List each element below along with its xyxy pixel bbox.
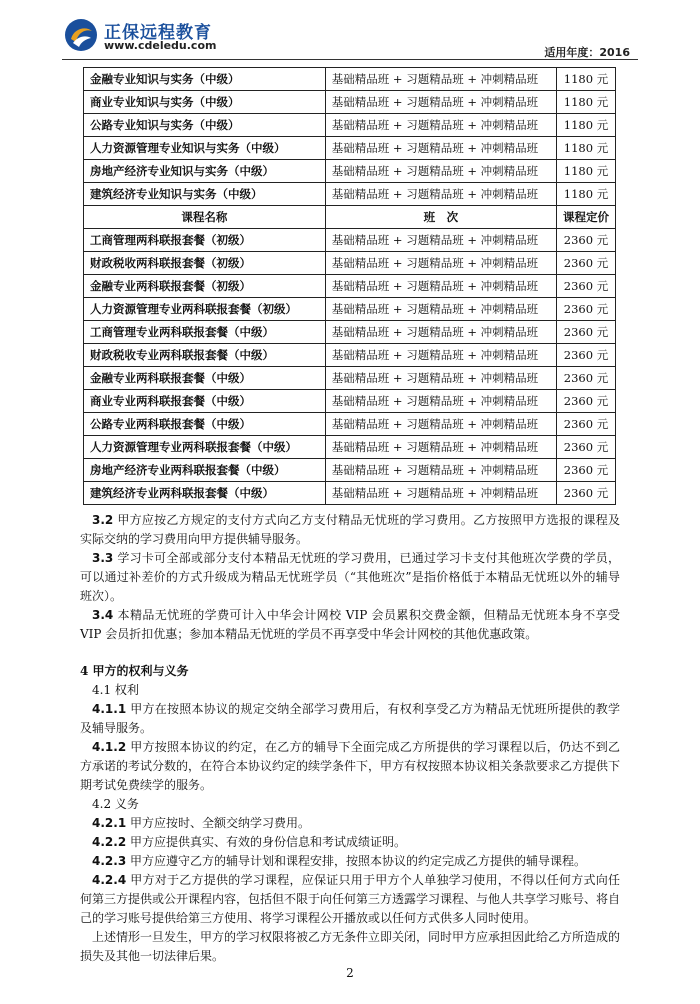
price-cell: 1180 元 — [556, 160, 615, 183]
table-header-row — [84, 206, 616, 229]
table-row — [84, 321, 616, 344]
applicable-year: 适用年度：2016 — [544, 46, 630, 59]
table-row — [84, 160, 616, 183]
price-cell: 2360 元 — [556, 321, 615, 344]
course-name-cell: 人力资源管理专业两科联报套餐（初级） — [84, 298, 326, 321]
table-row — [84, 413, 616, 436]
table-row — [84, 390, 616, 413]
course-name-cell: 金融专业知识与实务（中级） — [84, 68, 326, 91]
class-combo-cell: 基础精品班 + 习题精品班 + 冲刺精品班 — [325, 367, 556, 390]
course-name-cell: 房地产经济专业知识与实务（中级） — [84, 160, 326, 183]
class-combo-cell: 基础精品班 + 习题精品班 + 冲刺精品班 — [325, 252, 556, 275]
class-combo-cell: 基础精品班 + 习题精品班 + 冲刺精品班 — [325, 68, 556, 91]
course-name-cell: 财政税收专业两科联报套餐（中级） — [84, 344, 326, 367]
price-cell: 2360 元 — [556, 436, 615, 459]
class-combo-cell: 基础精品班 + 习题精品班 + 冲刺精品班 — [325, 91, 556, 114]
clause-4-2-2: 4.2.2 甲方应提供真实、有效的身份信息和考试成绩证明。 — [92, 835, 407, 849]
course-name-cell: 房地产经济专业两科联报套餐（中级） — [84, 459, 326, 482]
table-row — [84, 114, 616, 137]
table-row — [84, 367, 616, 390]
clause-4-1-2: 4.1.2 甲方按照本协议的约定，在乙方的辅导下全面完成乙方所提供的学习课程以后，仍达不到乙方承诺的考试分数的，在符合本协议约定的续学条件下，甲方有权按照本协议相关条款要求乙方提供下期考试免费续学的服务。 — [80, 740, 621, 792]
clause-4-2: 4.2 义务 — [92, 797, 139, 811]
class-combo-cell: 基础精品班 + 习题精品班 + 冲刺精品班 — [325, 160, 556, 183]
table-row — [84, 275, 616, 298]
price-cell: 2360 元 — [556, 298, 615, 321]
class-combo-cell: 基础精品班 + 习题精品班 + 冲刺精品班 — [325, 390, 556, 413]
header-rule — [62, 59, 638, 60]
price-cell: 1180 元 — [556, 68, 615, 91]
price-cell: 2360 元 — [556, 459, 615, 482]
clause-4-2-1: 4.2.1 甲方应按时、全额交纳学习费用。 — [92, 816, 311, 830]
class-combo-cell: 基础精品班 + 习题精品班 + 冲刺精品班 — [325, 321, 556, 344]
course-name-cell: 人力资源管理专业两科联报套餐（中级） — [84, 436, 326, 459]
class-combo-cell: 基础精品班 + 习题精品班 + 冲刺精品班 — [325, 137, 556, 160]
table-row — [84, 68, 616, 91]
course-fee-table — [83, 67, 616, 505]
agreement-body — [80, 511, 620, 966]
clause-3-3: 3.3 学习卡可全部或部分支付本精品无忧班的学习费用，已通过学习卡支付其他班次学费的学员，可以通过补差价的方式升级成为精品无忧班学员（“其他班次”是指价格低于本精品无忧班以外的辅导班次）。 — [80, 551, 620, 603]
cdeledu-logo-icon — [64, 18, 98, 52]
page-header — [0, 0, 700, 70]
page-number: 2 — [346, 966, 354, 980]
clause-4-1-1: 4.1.1 甲方在按照本协议的规定交纳全部学习费用后，有权利享受乙方为精品无忧班所提供的教学及辅导服务。 — [80, 702, 620, 735]
price-cell: 1180 元 — [556, 183, 615, 206]
course-name-cell: 商业专业知识与实务（中级） — [84, 91, 326, 114]
course-name-cell: 金融专业两科联报套餐（中级） — [84, 367, 326, 390]
table-row — [84, 91, 616, 114]
price-cell: 2360 元 — [556, 390, 615, 413]
course-name-cell: 公路专业知识与实务（中级） — [84, 114, 326, 137]
class-combo-cell: 基础精品班 + 习题精品班 + 冲刺精品班 — [325, 275, 556, 298]
class-combo-cell: 基础精品班 + 习题精品班 + 冲刺精品班 — [325, 413, 556, 436]
table-row — [84, 482, 616, 505]
course-name-cell: 课程名称 — [84, 206, 326, 229]
class-combo-cell: 基础精品班 + 习题精品班 + 冲刺精品班 — [325, 229, 556, 252]
closing-paragraph: 上述情形一旦发生，甲方的学习权限将被乙方无条件立即关闭，同时甲方应承担因此给乙方所造成的损失及其他一切法律后果。 — [80, 930, 621, 963]
brand-name: 正保远程教育 — [104, 23, 212, 43]
price-cell: 2360 元 — [556, 252, 615, 275]
course-name-cell: 人力资源管理专业知识与实务（中级） — [84, 137, 326, 160]
course-name-cell: 建筑经济专业两科联报套餐（中级） — [84, 482, 326, 505]
table-row — [84, 252, 616, 275]
clause-3-2: 3.2 甲方应按乙方规定的支付方式向乙方支付精品无忧班的学习费用。乙方按照甲方选报的课程及实际交纳的学习费用向甲方提供辅导服务。 — [80, 513, 620, 546]
price-cell: 1180 元 — [556, 137, 615, 160]
course-name-cell: 金融专业两科联报套餐（初级） — [84, 275, 326, 298]
price-cell: 2360 元 — [556, 229, 615, 252]
course-name-cell: 财政税收两科联报套餐（初级） — [84, 252, 326, 275]
class-combo-cell: 基础精品班 + 习题精品班 + 冲刺精品班 — [325, 436, 556, 459]
class-combo-cell: 基础精品班 + 习题精品班 + 冲刺精品班 — [325, 298, 556, 321]
price-cell: 2360 元 — [556, 275, 615, 298]
table-row — [84, 344, 616, 367]
price-cell: 2360 元 — [556, 344, 615, 367]
table-row — [84, 298, 616, 321]
price-cell: 2360 元 — [556, 367, 615, 390]
brand-site: www.cdeledu.com — [104, 39, 217, 52]
class-combo-cell: 基础精品班 + 习题精品班 + 冲刺精品班 — [325, 459, 556, 482]
table-row — [84, 436, 616, 459]
class-combo-cell: 基础精品班 + 习题精品班 + 冲刺精品班 — [325, 482, 556, 505]
class-combo-cell: 班 次 — [325, 206, 556, 229]
course-name-cell: 工商管理专业两科联报套餐（中级） — [84, 321, 326, 344]
course-name-cell: 商业专业两科联报套餐（中级） — [84, 390, 326, 413]
section-4-heading: 4 甲方的权利与义务 — [80, 664, 189, 678]
price-cell: 2360 元 — [556, 413, 615, 436]
course-name-cell: 建筑经济专业知识与实务（中级） — [84, 183, 326, 206]
clause-4-1: 4.1 权利 — [92, 683, 139, 697]
table-row — [84, 229, 616, 252]
price-cell: 1180 元 — [556, 91, 615, 114]
table-row — [84, 183, 616, 206]
course-name-cell: 工商管理两科联报套餐（初级） — [84, 229, 326, 252]
class-combo-cell: 基础精品班 + 习题精品班 + 冲刺精品班 — [325, 344, 556, 367]
price-cell: 1180 元 — [556, 114, 615, 137]
course-name-cell: 公路专业两科联报套餐（中级） — [84, 413, 326, 436]
clause-4-2-3: 4.2.3 甲方应遵守乙方的辅导计划和课程安排，按照本协议的约定完成乙方提供的辅导课程。 — [92, 854, 587, 868]
clause-4-2-4: 4.2.4 甲方对于乙方提供的学习课程，应保证只用于甲方个人单独学习使用，不得以任何方式向任何第三方提供或公开课程内容，包括但不限于向任何第三方透露学习课程、与他人共享学习账号、将自己的学习账号提供给第三方使用、将学习课程公开播放或以任何方式供多人同时使用。 — [80, 873, 621, 925]
table-row — [84, 137, 616, 160]
price-cell: 课程定价 — [556, 206, 615, 229]
class-combo-cell: 基础精品班 + 习题精品班 + 冲刺精品班 — [325, 114, 556, 137]
table-row — [84, 459, 616, 482]
clause-3-4: 3.4 本精品无忧班的学费可计入中华会计网校 VIP 会员累积交费金额，但精品无忧班本身不享受 VIP 会员折扣优惠；参加本精品无忧班的学员不再享受中华会计网校的其他优惠政策。 — [80, 608, 620, 641]
class-combo-cell: 基础精品班 + 习题精品班 + 冲刺精品班 — [325, 183, 556, 206]
price-cell: 2360 元 — [556, 482, 615, 505]
